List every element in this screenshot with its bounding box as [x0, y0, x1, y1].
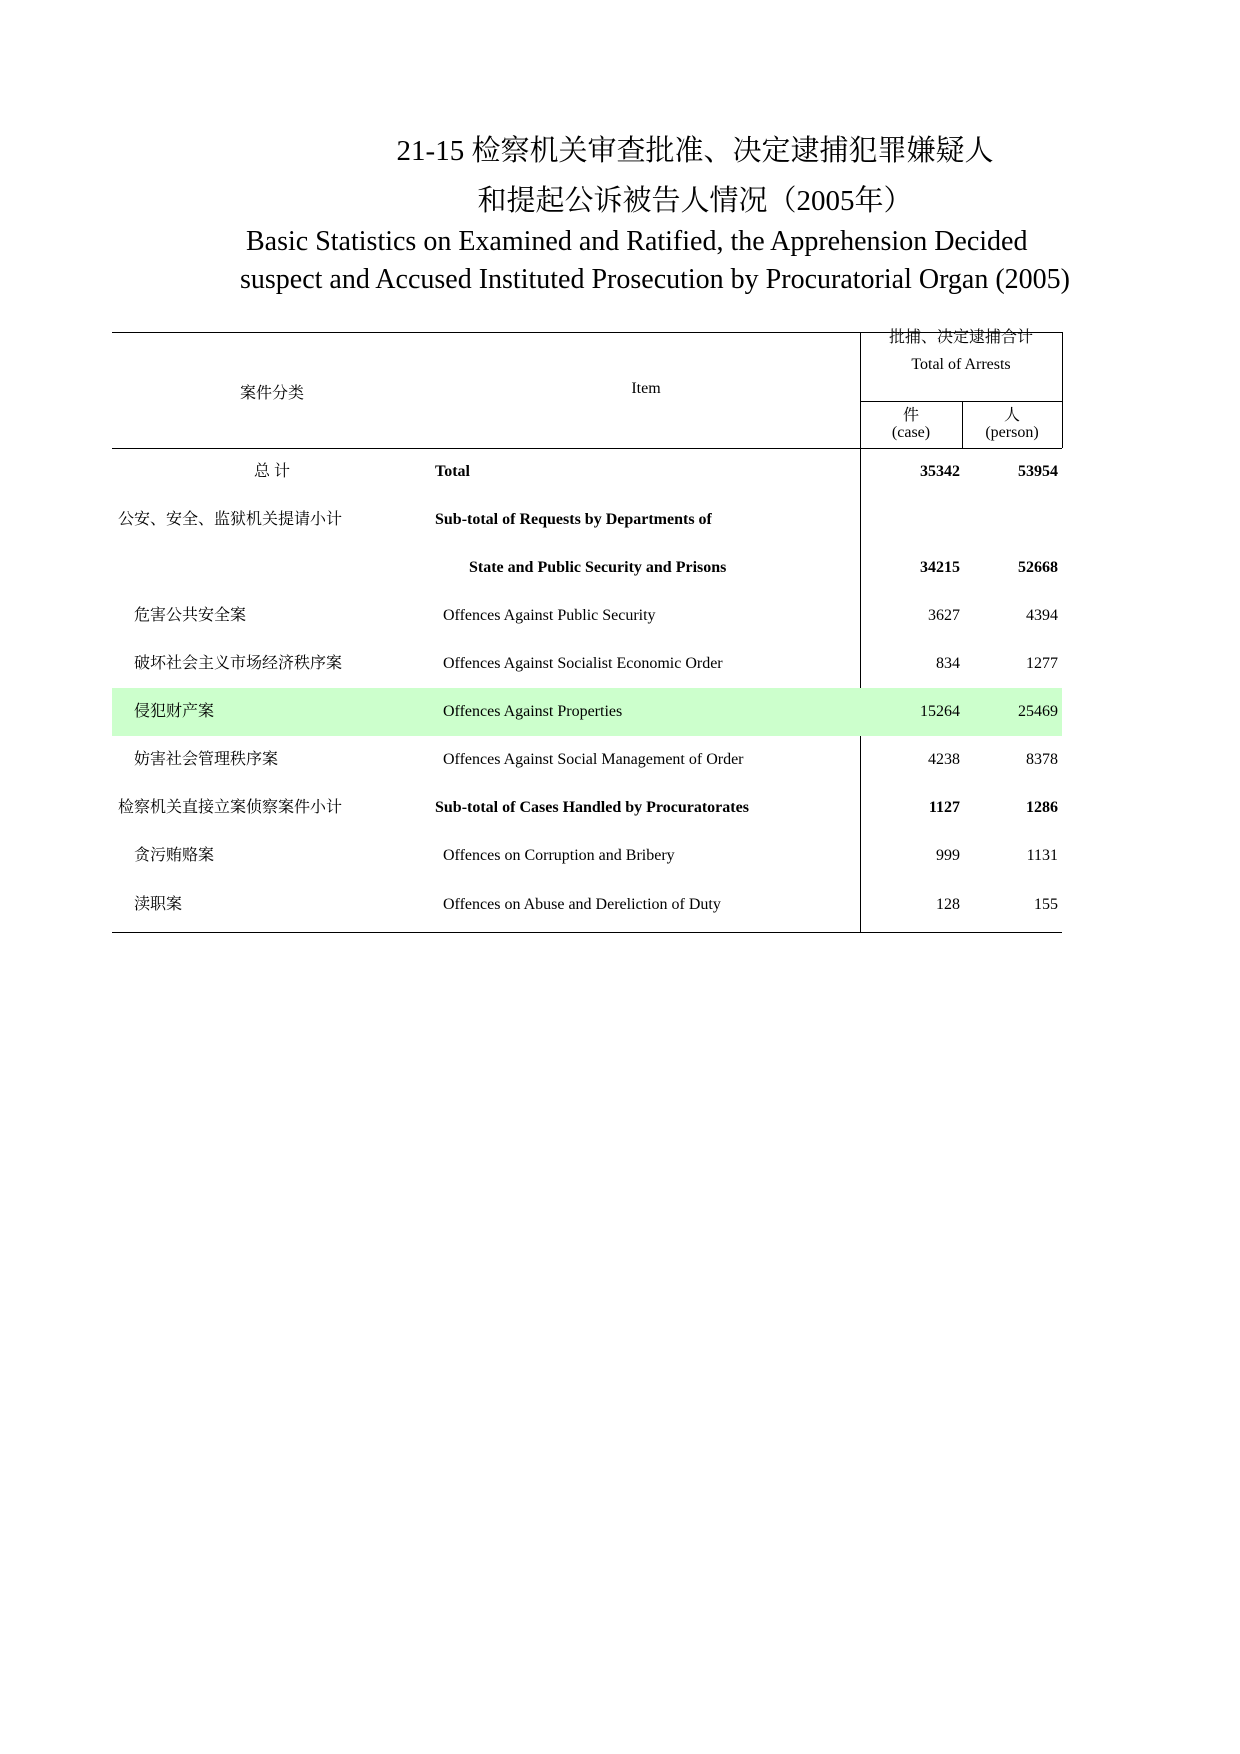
- row-label-cn: 危害公共安全案: [134, 607, 247, 624]
- row-case: 1127: [928, 799, 960, 816]
- header-item: Item: [631, 380, 661, 397]
- header-case-en: (case): [891, 424, 931, 441]
- header-group-cn: 批捕、决定逮捕合计: [888, 329, 1033, 344]
- title-line-1: 21-15 检察机关审查批准、决定逮捕犯罪嫌疑人: [396, 135, 994, 167]
- row-person: 155: [1034, 896, 1058, 913]
- row-label-en: Offences on Abuse and Dereliction of Duty: [443, 896, 721, 913]
- row-person: 1277: [1026, 655, 1058, 672]
- table-row: [112, 592, 1062, 640]
- table-row: [112, 496, 1062, 544]
- table-row: [112, 881, 1062, 929]
- table-row: [112, 832, 1062, 880]
- row-case: 3627: [928, 607, 960, 624]
- row-label-cn: 总 计: [253, 463, 290, 480]
- row-person: 25469: [1018, 703, 1058, 720]
- row-label-en: Sub-total of Requests by Departments of: [435, 511, 712, 528]
- row-label-cn: 破坏社会主义市场经济秩序案: [134, 655, 343, 672]
- row-case: 4238: [928, 751, 960, 768]
- row-label-cn: 贪污贿赂案: [134, 847, 215, 864]
- table-row: [112, 736, 1062, 784]
- table-bottom-rule: [112, 932, 1062, 933]
- header-group-en: Total of Arrests: [911, 356, 1011, 373]
- row-label-en: Offences Against Properties: [443, 703, 623, 720]
- header-person-en: (person): [985, 424, 1039, 441]
- row-case: 834: [936, 655, 960, 672]
- title-line-4: suspect and Accused Instituted Prosecution by Procuratorial Organ (2005): [240, 264, 1070, 295]
- title-line-3: Basic Statistics on Examined and Ratified, the Apprehension Decided: [246, 226, 1028, 257]
- row-label-cn: 侵犯财产案: [134, 703, 215, 720]
- row-label-cn: 妨害社会管理秩序案: [134, 751, 279, 768]
- row-person: 1131: [1026, 847, 1058, 864]
- header-person-cn: 人: [1003, 407, 1020, 424]
- row-person: 4394: [1026, 607, 1058, 624]
- row-case: 34215: [920, 559, 960, 576]
- table-row-total: [112, 448, 1062, 496]
- row-person: [962, 496, 1058, 544]
- table-row: [112, 784, 1062, 832]
- row-case: 35342: [920, 463, 960, 480]
- row-case: 128: [936, 896, 960, 913]
- row-person: 53954: [1018, 463, 1058, 480]
- row-label-cn: 渎职案: [134, 896, 183, 913]
- row-label-en: Offences Against Social Management of Order: [443, 751, 744, 768]
- row-label-en: Offences on Corruption and Bribery: [443, 847, 675, 864]
- row-label-en: Offences Against Socialist Economic Order: [443, 655, 723, 672]
- row-label-en: Sub-total of Cases Handled by Procuratorates: [435, 799, 749, 816]
- table-row-highlighted: [112, 688, 1062, 736]
- row-person: 8378: [1026, 751, 1058, 768]
- header-category: 案件分类: [239, 385, 304, 402]
- header-right-border: [1062, 332, 1063, 448]
- row-label-en: Total: [435, 463, 470, 480]
- row-label-en: State and Public Security and Prisons: [469, 559, 727, 576]
- header-case-cn: 件: [902, 407, 919, 424]
- row-person: 1286: [1026, 799, 1058, 816]
- row-label-cn: 公安、安全、监狱机关提请小计: [118, 511, 343, 528]
- row-case: 999: [936, 847, 960, 864]
- row-case: 15264: [920, 703, 960, 720]
- row-case: [860, 496, 960, 544]
- table-row: [112, 544, 1062, 592]
- row-label-cn: 检察机关直接立案侦察案件小计: [118, 799, 343, 816]
- row-label-en: Offences Against Public Security: [443, 607, 656, 624]
- title-line-2: 和提起公诉被告人情况（2005年）: [477, 185, 913, 217]
- table-row: [112, 640, 1062, 688]
- row-person: 52668: [1018, 559, 1058, 576]
